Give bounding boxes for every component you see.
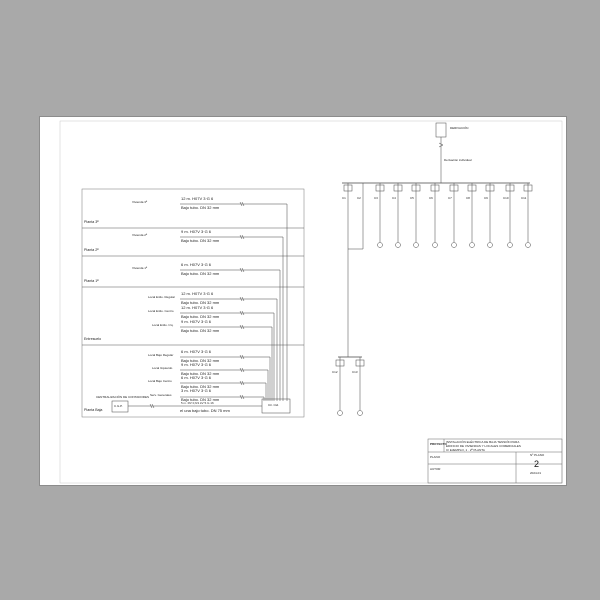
drawing-sheet [39, 116, 567, 486]
project-text-3: C/ EJEMPLO, 1 · 2ª PLANTA [446, 448, 485, 452]
branch-label: C10 [503, 196, 509, 200]
circuit-name: Local Bajo Regular [148, 353, 174, 357]
top-note: DERIVACIÓN [450, 126, 469, 130]
branch-label: C7 [448, 196, 452, 200]
circuit-tube: Bajo tubo. DN 32 mm [181, 397, 220, 402]
main-tube: el una bajo tubo. DN 75 mm [180, 408, 230, 413]
branch-label: C5 [410, 196, 414, 200]
project-label: PROYECTO [430, 442, 447, 446]
plan-number: 2 [534, 459, 540, 469]
circuit-tube: Bajo tubo. DN 32 mm [181, 205, 220, 210]
branch-label: C4 [392, 196, 396, 200]
branch-label: C11 [521, 196, 527, 200]
circuit-tube: Bajo tubo. DN 32 mm [181, 300, 220, 305]
plano-label: PLANO [430, 455, 441, 459]
circuit-tube: Bajo tubo. DN 32 mm [181, 314, 220, 319]
circuit-name: Vivienda 1ª [132, 266, 148, 270]
sub-branch-label: C12 [332, 370, 338, 374]
floor-label-1: Planta 1ª [84, 279, 99, 283]
floor-label-2: Planta 2ª [84, 248, 99, 252]
floor-label-3: Planta 3ª [84, 220, 99, 224]
circuit-cable: 12 m. H07V 3·G 6 [181, 291, 214, 296]
n-plano-label: Nº PLANO [530, 453, 545, 457]
circuit-name: Local Izquierdo [152, 366, 173, 370]
branch-label: C3 [374, 196, 378, 200]
circuit-cable: 6 m. H07V 3·G 6 [181, 262, 212, 267]
circuit-tube: Bajo tubo. DN 32 mm [181, 328, 220, 333]
cgp-box: C.G.P. [114, 404, 123, 408]
circuit-cable: 6 m. H07V 3·G 6 [181, 375, 212, 380]
circuit-name: Serv. Generales [150, 393, 172, 397]
circuit-name: Local Entlo. Izq. [152, 323, 174, 327]
floor-label-baja: Planta Baja [84, 408, 103, 412]
circuit-tube: Bajo tubo. DN 32 mm [181, 371, 220, 376]
project-text-2: EDIFICIO DE VIVIENDAS Y LOCALES COMERCIALES [446, 444, 521, 448]
circuit-cable: 9 m. H07V 3·G 6 [181, 362, 212, 367]
circuit-tube: Bajo tubo. DN 32 mm [181, 271, 220, 276]
feeder-label: Derivación individual [444, 158, 472, 162]
circuit-cable: 9 m. H07V 3·G 6 [181, 229, 212, 234]
meter-box: Ctr. Ctd. [268, 403, 280, 407]
sub-branch-label: C13 [352, 370, 358, 374]
circuit-name: Vivienda 2ª [132, 233, 148, 237]
autor-label: AUTOR [430, 467, 441, 471]
circuit-cable: 9 m. H07V 3·G 6 [181, 319, 212, 324]
schematic-lines [40, 117, 568, 487]
branch-label: C1 [342, 196, 346, 200]
circuit-tube: Bajo tubo. DN 32 mm [181, 358, 220, 363]
circuit-name: Vivienda 3ª [132, 200, 148, 204]
branch-label: C2 [357, 196, 361, 200]
circuit-tube: Bajo tubo. DN 32 mm [181, 384, 220, 389]
circuit-cable: 6 m. H07V 3·G 6 [181, 349, 212, 354]
floor-label-entresuelo: Entresuelo [84, 337, 102, 341]
circuit-name: Local Entlo. Centro [148, 309, 174, 313]
circuit-cable: 12 m. H07V 3·G 6 [181, 305, 214, 310]
plan-date: 2024-01 [530, 471, 542, 475]
branch-label: C6 [429, 196, 433, 200]
circuit-name: Local Entlo. Regular [148, 295, 176, 299]
circuit-cable: 3 m. H07V 3·G 6 [181, 388, 212, 393]
circuit-cable: 5 m. RV 0,6/1 kV 5·G 16 [181, 401, 214, 405]
circuit-name: Local Bajo Centro [148, 379, 172, 383]
branch-label: C8 [466, 196, 470, 200]
branch-label: C9 [484, 196, 488, 200]
main-label: CENTRALIZACIÓN DE CONTADORES [96, 395, 149, 399]
circuit-tube: Bajo tubo. DN 32 mm [181, 238, 220, 243]
circuit-cable: 12 m. H07V 3·G 6 [181, 196, 214, 201]
project-text-1: INSTALACIÓN ELÉCTRICA DE BAJA TENSIÓN PARA [446, 440, 520, 444]
